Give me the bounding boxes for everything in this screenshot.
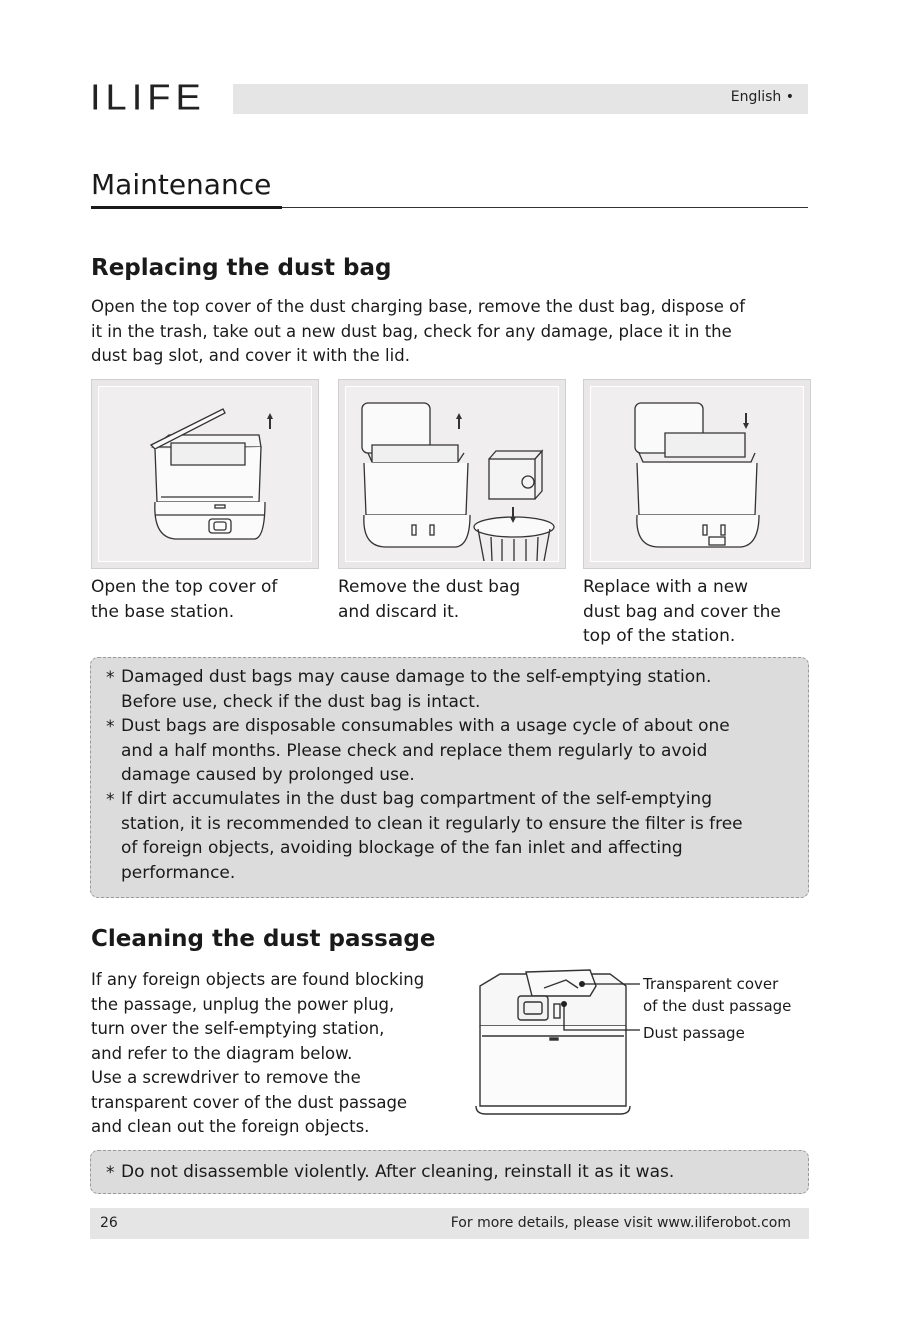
language-bar xyxy=(233,84,808,114)
warning-box xyxy=(90,1150,809,1194)
dust-passage-diagram-icon xyxy=(470,966,640,1126)
body-line: the passage, unplug the power plug, xyxy=(91,994,395,1014)
caption-line: dust bag and cover the xyxy=(583,601,781,622)
body-line: Use a screwdriver to remove the xyxy=(91,1068,361,1087)
callout-line: of the dust passage xyxy=(643,997,792,1015)
body-line: and refer to the diagram below. xyxy=(91,1043,353,1063)
note-line: damage caused by prolonged use. xyxy=(121,765,415,785)
step2-caption xyxy=(338,575,520,624)
step1-illustration xyxy=(91,379,319,569)
section-heading-cleaning: Cleaning the dust passage xyxy=(91,926,436,952)
note-item xyxy=(121,665,711,714)
note-line: of foreign objects, avoiding blockage of the fan inlet and affecting xyxy=(121,838,683,858)
footer-visit-text: For more details, please visit www.iliferobot.com xyxy=(450,1215,791,1231)
caption-line: and discard it. xyxy=(338,601,460,622)
caption-line: Open the top cover of xyxy=(91,577,278,597)
note-item xyxy=(121,787,743,885)
body-line: it in the trash, take out a new dust bag, check for any damage, place it in the xyxy=(91,321,732,341)
page-title: Maintenance xyxy=(91,168,272,201)
callout-transparent-cover xyxy=(643,973,791,1017)
caption-line: the base station. xyxy=(91,601,235,622)
note-line: Damaged dust bags may cause damage to the self-emptying station. xyxy=(121,667,712,687)
caption-line: top of the station. xyxy=(583,626,736,646)
footer-bar xyxy=(90,1208,809,1239)
step1-caption xyxy=(91,575,277,624)
body-line: transparent cover of the dust passage xyxy=(91,1092,408,1112)
step2-illustration xyxy=(338,379,566,569)
section-heading-replacing: Replacing the dust bag xyxy=(91,255,392,281)
body-line: and clean out the foreign objects. xyxy=(91,1117,370,1136)
note-line: Before use, check if the dust bag is intact. xyxy=(121,691,481,712)
note-line: Dust bags are disposable consumables with a usage cycle of about one xyxy=(121,716,730,736)
callout-line: Transparent cover xyxy=(643,975,779,993)
note-bullet: * xyxy=(106,790,115,810)
step3-illustration xyxy=(583,379,811,569)
caption-line: Replace with a new xyxy=(583,577,749,597)
step3-caption xyxy=(583,575,781,649)
note-bullet: * xyxy=(106,1163,115,1183)
language-label: English • xyxy=(730,89,794,105)
station-open-lid-icon xyxy=(99,387,311,561)
section1-body xyxy=(91,295,745,369)
brand-logo: ILIFE xyxy=(90,78,206,118)
warning-text: Do not disassemble violently. After cleaning, reinstall it as it was. xyxy=(121,1162,675,1182)
note-bullet: * xyxy=(106,668,115,688)
notes-box xyxy=(90,657,809,898)
note-line: If dirt accumulates in the dust bag compartment of the self-emptying xyxy=(121,789,712,809)
replace-dust-bag-icon xyxy=(591,387,803,561)
note-item xyxy=(121,714,730,788)
callout-dust-passage: Dust passage xyxy=(643,1024,745,1042)
body-line: dust bag slot, and cover it with the lid. xyxy=(91,346,410,365)
page-number: 26 xyxy=(100,1215,118,1231)
remove-dust-bag-icon xyxy=(346,387,558,561)
caption-line: Remove the dust bag xyxy=(338,577,521,597)
note-line: and a half months. Please check and replace them regularly to avoid xyxy=(121,740,708,761)
title-underline xyxy=(91,206,282,209)
section2-body xyxy=(91,968,424,1140)
note-line: station, it is recommended to clean it regularly to ensure the filter is free xyxy=(121,813,743,834)
body-line: Open the top cover of the dust charging base, remove the dust bag, dispose of xyxy=(91,297,746,316)
note-line: performance. xyxy=(121,862,236,883)
body-line: If any foreign objects are found blocking xyxy=(91,970,425,989)
body-line: turn over the self-emptying station, xyxy=(91,1019,385,1038)
note-bullet: * xyxy=(106,717,115,737)
